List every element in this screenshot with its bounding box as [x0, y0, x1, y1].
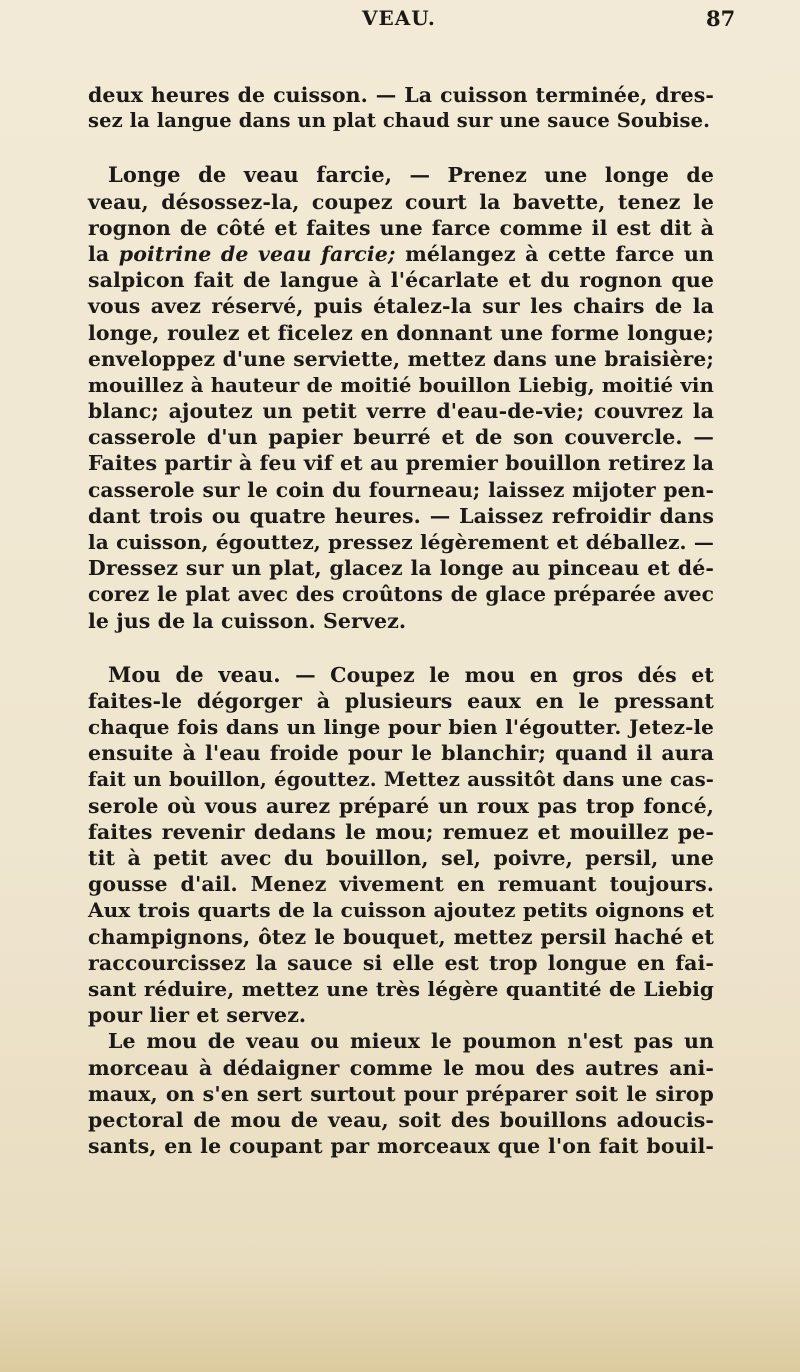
- text-line: gousse d'ail. Menez vivement en remuant toujours.: [88, 872, 714, 897]
- page-number: 87: [706, 6, 736, 31]
- text-line: serole où vous aurez préparé un roux pas trop foncé,: [88, 793, 714, 818]
- text-line: faites revenir dedans le mou; remuez et mouillez pe-: [88, 819, 714, 844]
- text-line: dant trois ou quatre heures. — Laissez refroidir dans: [88, 503, 714, 528]
- text-line: mouillez à hauteur de moitié bouillon Liebig, moitié vin: [88, 372, 714, 397]
- text-line: Faites partir à feu vif et au premier bouillon retirez la: [88, 451, 714, 476]
- text-line: sez la langue dans un plat chaud sur une sauce Soubise.: [88, 109, 711, 133]
- text-line: longe, roulez et ficelez en donnant une forme longue;: [88, 320, 714, 345]
- text-line: rognon de côté et faites une farce comme il est dit à: [88, 215, 714, 240]
- text-line: tit à petit avec du bouillon, sel, poivre, persil, une: [88, 846, 714, 871]
- text-fragment: — Prenez une longe de: [392, 163, 714, 188]
- body-text: [88, 82, 714, 1159]
- recipe-longe-de-veau-farcie: [88, 162, 714, 633]
- text-line: vous avez réservé, puis étalez-la sur les chairs de la: [88, 294, 714, 319]
- recipe-first-line: [88, 662, 714, 688]
- text-line: maux, on s'en sert surtout pour préparer soit le sirop: [88, 1081, 714, 1106]
- text-fragment: mélangez à cette farce un: [395, 241, 714, 266]
- text-line: casserole d'un papier beurré et de son couvercle. —: [88, 425, 714, 450]
- text-fragment: la: [88, 241, 119, 266]
- text-line: sants, en le coupant par morceaux que l'on fait bouil-: [88, 1134, 714, 1159]
- text-line: Dressez sur un plat, glacez la longe au pinceau et dé-: [88, 556, 714, 581]
- text-line: champignons, ôtez le bouquet, mettez persil haché et: [88, 924, 714, 949]
- recipe-title: Mou de veau.: [108, 661, 281, 687]
- text-line: casserole sur le coin du fourneau; laissez mijoter pen-: [88, 477, 714, 502]
- text-line-with-reference: [88, 241, 714, 267]
- recipe-first-line: [88, 162, 714, 188]
- recipe-title: Longe de veau farcie,: [108, 162, 393, 188]
- text-line: Aux trois quarts de la cuisson ajoutez petits oignons et: [88, 898, 714, 923]
- recipe-reference: poitrine de veau farcie;: [118, 241, 396, 266]
- text-line: chaque fois dans un linge pour bien l'égoutter. Jetez-le: [88, 715, 714, 740]
- paragraph-poumon: [88, 1028, 714, 1159]
- text-line: pectoral de mou de veau, soit des bouillons adoucis-: [88, 1107, 714, 1132]
- text-line: corez le plat avec des croûtons de glace préparée avec: [88, 582, 714, 607]
- text-line: Le mou de veau ou mieux le poumon n'est pas un: [108, 1029, 714, 1054]
- text-line: ensuite à l'eau froide pour le blanchir; quand il aura: [88, 741, 714, 766]
- text-line: faites-le dégorger à plusieurs eaux en le pressant: [88, 688, 714, 713]
- text-line: fait un bouillon, égouttez. Mettez aussitôt dans une cas-: [88, 767, 714, 791]
- running-title: VEAU.: [362, 6, 436, 30]
- text-line: blanc; ajoutez un petit verre d'eau-de-vie; couvrez la: [88, 399, 714, 424]
- text-line: sant réduire, mettez une très légère quantité de Liebig: [88, 977, 714, 1001]
- recipe-mou-de-veau: [88, 662, 714, 1029]
- text-line: raccourcissez la sauce si elle est trop longue en fai-: [88, 950, 714, 975]
- text-line: pour lier et servez.: [88, 1003, 307, 1028]
- text-line: le jus de la cuisson. Servez.: [88, 608, 407, 633]
- text-fragment: — Coupez le mou en gros dés et: [280, 662, 714, 687]
- text-line: salpicon fait de langue à l'écarlate et du rognon que: [88, 268, 714, 293]
- paragraph-langue-continuation: [88, 82, 714, 134]
- text-line: enveloppez d'une serviette, mettez dans une braisière;: [88, 346, 714, 371]
- text-line: veau, désossez-la, coupez court la bavette, tenez le: [88, 189, 714, 214]
- text-line: la cuisson, égouttez, pressez légèrement et déballez. —: [88, 530, 714, 554]
- text-line: deux heures de cuisson. — La cuisson terminée, dres-: [88, 83, 714, 107]
- running-head: [0, 6, 800, 46]
- text-line: morceau à dédaigner comme le mou des autres ani-: [88, 1055, 714, 1080]
